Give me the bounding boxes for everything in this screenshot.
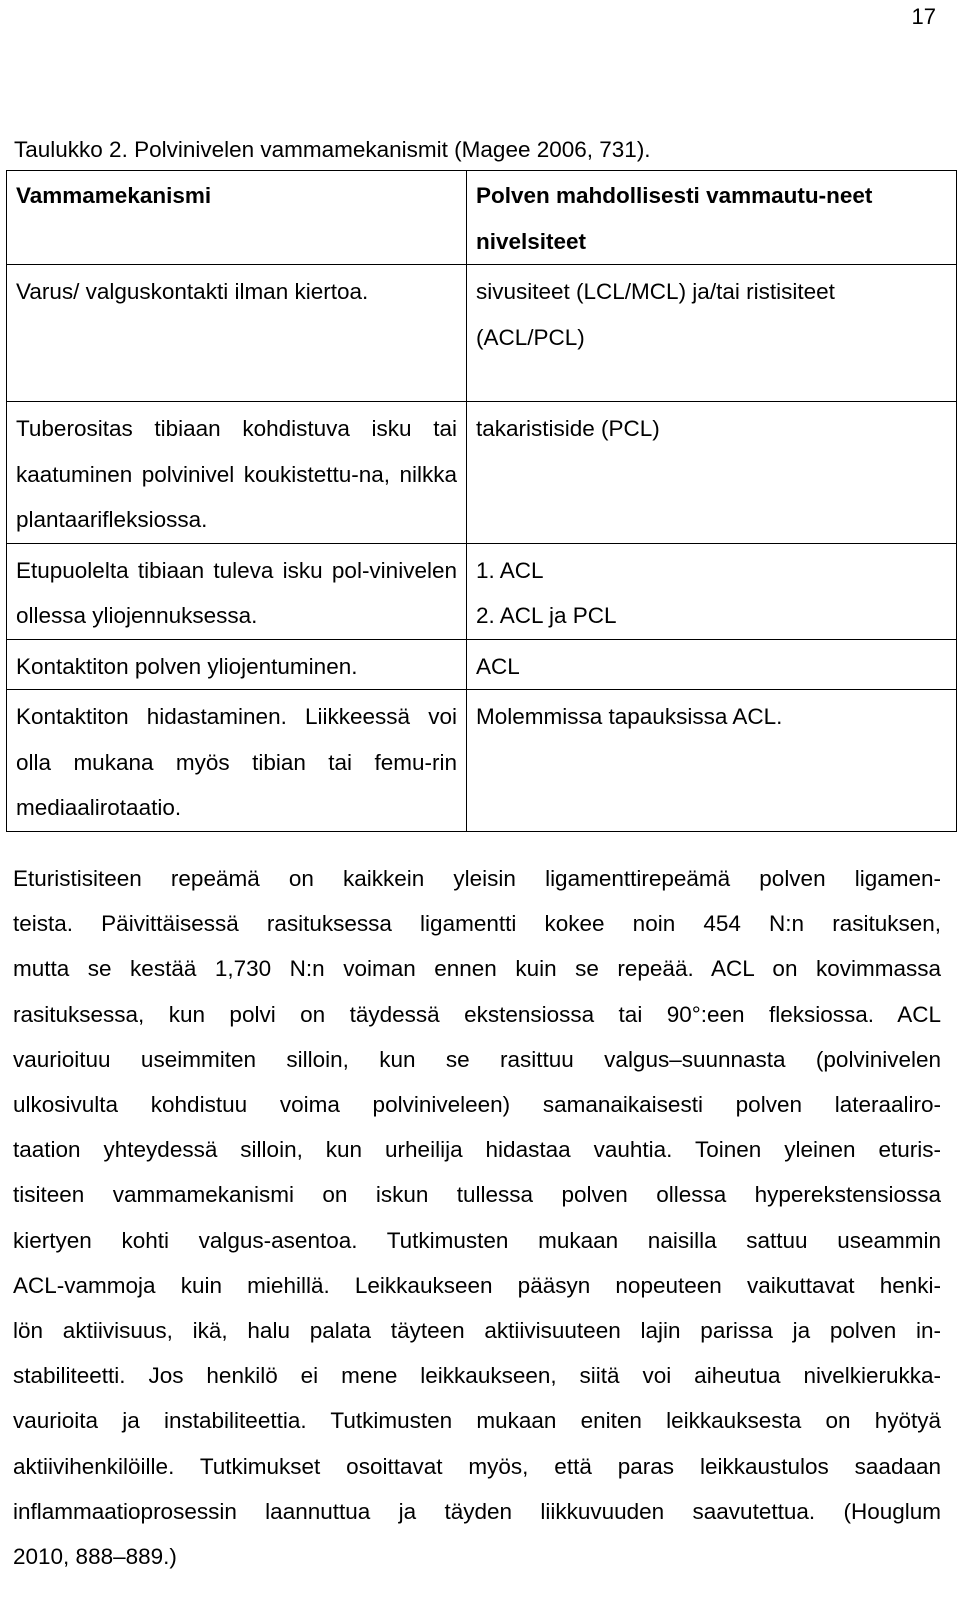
paragraph-line: kiertyen kohti valgus-asentoa. Tutkimusten mukaan naisilla sattuu useammin bbox=[13, 1227, 941, 1253]
cell-mechanism: Kontaktiton polven yliojentuminen. bbox=[7, 639, 467, 690]
paragraph-line: lön aktiivisuus, ikä, halu palata täyteen aktiivisuuteen lajin parissa ja polven in- bbox=[13, 1318, 941, 1344]
ligament-line: Molemmissa tapauksissa ACL. bbox=[476, 704, 783, 729]
paragraph-line: ACL-vammoja kuin miehillä. Leikkaukseen pääsyn nopeuteen vaikuttavat henki- bbox=[13, 1272, 941, 1298]
cell-mechanism: Varus/ valguskontakti ilman kiertoa. bbox=[7, 265, 467, 402]
cell-ligaments bbox=[467, 265, 957, 402]
paragraph-line: mutta se kestää 1,730 N:n voiman ennen kuin se repeää. ACL on kovimmassa bbox=[13, 956, 941, 982]
paragraph-line: taation yhteydessä silloin, kun urheilija hidastaa vauhtia. Toinen yleinen eturis- bbox=[13, 1137, 941, 1163]
paragraph-line: teista. Päivittäisessä rasituksessa ligamentti kokee noin 454 N:n rasituksen, bbox=[13, 911, 941, 937]
paragraph-line: vaurioita ja instabiliteettia. Tutkimusten mukaan eniten leikkauksesta on hyötyä bbox=[13, 1408, 941, 1434]
paragraph-line: aktiivihenkilöille. Tutkimukset osoittavat myös, että paras leikkaustulos saadaan bbox=[13, 1453, 941, 1479]
paragraph-line: tisiteen vammamekanismi on iskun tullessa polven ollessa hyperekstensiossa bbox=[13, 1182, 941, 1208]
cell-mechanism: Etupuolelta tibiaan tuleva isku pol-vinivelen ollessa yliojennuksessa. bbox=[7, 543, 467, 639]
paragraph-line: ulkosivulta kohdistuu voima polviniveleen) samanaikaisesti polven lateraaliro- bbox=[13, 1092, 941, 1118]
table-row bbox=[7, 402, 957, 544]
table-row bbox=[7, 265, 957, 402]
header-mechanism: Vammamekanismi bbox=[7, 171, 467, 265]
table-row bbox=[7, 639, 957, 690]
ligament-line: 1. ACL bbox=[476, 557, 544, 583]
table-header-row bbox=[7, 171, 957, 265]
paragraph-line: vaurioituu useimmiten silloin, kun se rasittuu valgus–suunnasta (polvinivelen bbox=[13, 1046, 941, 1072]
cell-mechanism: Kontaktiton hidastaminen. Liikkeessä voi olla mukana myös tibian tai femu-rin mediaalirotaatio. bbox=[7, 690, 467, 832]
ligament-line: ACL bbox=[476, 653, 520, 679]
table-row bbox=[7, 543, 957, 639]
ligament-line: sivusiteet (LCL/MCL) ja/tai ristisiteet (ACL/PCL) bbox=[476, 279, 835, 350]
page-number: 17 bbox=[911, 4, 936, 29]
paragraph-line: rasituksessa, kun polvi on täydessä ekstensiossa tai 90°:een fleksiossa. ACL bbox=[13, 1001, 941, 1027]
paragraph-line: stabiliteetti. Jos henkilö ei mene leikkaukseen, siitä voi aiheutua nivelkierukka- bbox=[13, 1363, 941, 1389]
cell-mechanism: Tuberositas tibiaan kohdistuva isku tai kaatuminen polvinivel koukistettu-na, nilkka plantaarifleksiossa. bbox=[7, 402, 467, 544]
injury-mechanism-table bbox=[6, 170, 957, 832]
paragraph-line: inflammaatioprosessin laannuttua ja täyden liikkuvuuden saavutettua. (Houglum bbox=[13, 1498, 941, 1524]
header-ligaments: Polven mahdollisesti vammautu-neet nivelsiteet bbox=[467, 171, 957, 265]
paragraph-line: 2010, 888–889.) bbox=[13, 1544, 177, 1570]
table-caption: Taulukko 2. Polvinivelen vammamekanismit (Magee 2006, 731). bbox=[14, 137, 651, 162]
body-paragraph bbox=[13, 856, 941, 1579]
cell-ligaments bbox=[467, 639, 957, 690]
table-row bbox=[7, 690, 957, 832]
cell-ligaments bbox=[467, 543, 957, 639]
cell-ligaments bbox=[467, 690, 957, 832]
ligament-line: takaristiside (PCL) bbox=[476, 416, 660, 441]
ligament-line: 2. ACL ja PCL bbox=[476, 603, 617, 628]
cell-ligaments bbox=[467, 402, 957, 544]
paragraph-line: Eturistisiteen repeämä on kaikkein yleisin ligamenttirepeämä polven ligamen- bbox=[13, 866, 941, 891]
